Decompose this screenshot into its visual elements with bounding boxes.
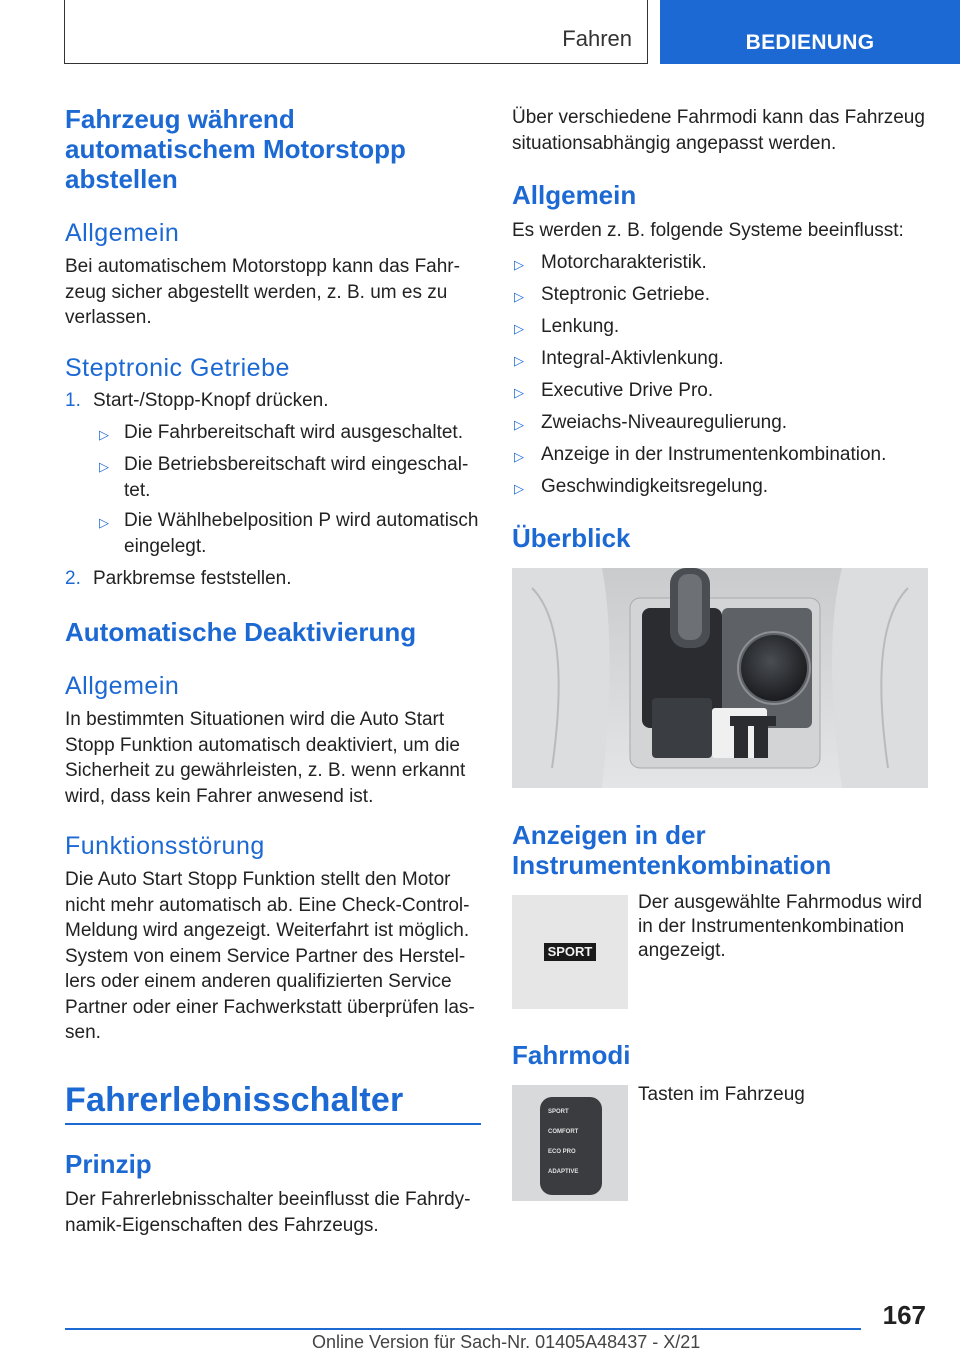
list-item: Integral-Aktivlenkung. bbox=[541, 348, 724, 369]
mode-buttons-image bbox=[512, 1085, 628, 1201]
heading-automatische-deaktivierung: Automatische Deaktivierung bbox=[65, 617, 417, 647]
page-number: 167 bbox=[882, 1300, 926, 1330]
triangle-bullet-icon: ▷ bbox=[514, 353, 524, 368]
footer-rule bbox=[65, 1328, 861, 1330]
triangle-bullet-icon: ▷ bbox=[514, 449, 524, 464]
substep-1: Die Fahrbereitschaft wird ausgeschaltet. bbox=[124, 422, 463, 443]
heading-steptronic: Steptronic Getriebe bbox=[65, 354, 290, 382]
list-item: Zweiachs-Niveauregulierung. bbox=[541, 412, 788, 433]
paragraph-systeme: Es werden z. B. folgende Systeme beeinflusst: bbox=[512, 220, 904, 241]
step-1: Start-/Stopp-Knopf drücken. bbox=[93, 390, 329, 411]
heading-funktionsstoerung: Funktionsstörung bbox=[65, 832, 265, 860]
main-title-fahrerlebnisschalter: Fahrerlebnisschalter bbox=[65, 1081, 404, 1119]
mode-button-sport: SPORT bbox=[548, 1109, 569, 1115]
step-2: Parkbremse feststellen. bbox=[93, 568, 292, 589]
heading-allgemein-right: Allgemein bbox=[512, 180, 637, 210]
paragraph-prinzip: Der Fahrerlebnisschalter beeinflusst die Fahrdy- namik-Eigenschaften des Fahrzeugs. bbox=[65, 1189, 471, 1236]
heading-allgemein-2: Allgemein bbox=[65, 672, 180, 700]
step-number-1: 1. bbox=[65, 390, 81, 411]
triangle-bullet-icon: ▷ bbox=[514, 417, 524, 432]
title-underline bbox=[65, 1123, 481, 1125]
triangle-bullet-icon: ▷ bbox=[99, 459, 109, 474]
list-item: Executive Drive Pro. bbox=[541, 380, 714, 401]
paragraph-allgemein-1: Bei automatischem Motorstopp kann das Fahr- zeug sicher abgestellt werden, z. B. um es zu verlassen. bbox=[65, 256, 460, 328]
paragraph-funktionsstoerung: Die Auto Start Stopp Funktion stellt den Motor nicht mehr automatisch ab. Eine Check-Control- Meldung wird angezeigt. Weiterfahrt ist möglich. System von einem Service Partner des Herstel- lers oder einem anderen qualifizierten Service Partner oder einer Fachwerkstatt überprüfen las- sen. bbox=[65, 869, 475, 1043]
substep-3: Die Wählhebelposition P wird automatisch eingelegt. bbox=[124, 510, 479, 557]
mode-button-adaptive: ADAPTIVE bbox=[548, 1169, 579, 1175]
heading-fahrmodi: Fahrmodi bbox=[512, 1040, 631, 1070]
list-item: Geschwindigkeitsregelung. bbox=[541, 476, 769, 497]
header-chapter: BEDIENUNG bbox=[660, 0, 960, 64]
heading-prinzip: Prinzip bbox=[65, 1149, 152, 1179]
triangle-bullet-icon: ▷ bbox=[514, 257, 524, 272]
list-item: Lenkung. bbox=[541, 316, 620, 337]
heading-anzeigen: Anzeigen in der Instrumentenkombination bbox=[512, 820, 832, 880]
heading-ueberblick: Überblick bbox=[512, 523, 631, 553]
step-number-2: 2. bbox=[65, 568, 81, 589]
footer-text: Online Version für Sach-Nr. 01405A48437 - X/21 bbox=[312, 1332, 701, 1352]
paragraph-fahrmodi: Tasten im Fahrzeug bbox=[638, 1084, 805, 1105]
substep-2: Die Betriebsbereitschaft wird eingeschal- tet. bbox=[124, 454, 469, 501]
sport-display-image bbox=[512, 895, 628, 1009]
triangle-bullet-icon: ▷ bbox=[99, 427, 109, 442]
list-item: Steptronic Getriebe. bbox=[541, 284, 710, 305]
header-section: Fahren bbox=[562, 26, 632, 51]
center-console-image bbox=[512, 568, 928, 788]
heading-allgemein-1: Allgemein bbox=[65, 219, 180, 247]
header-box bbox=[64, 0, 648, 64]
list-item: Anzeige in der Instrumentenkombination. bbox=[541, 444, 887, 465]
triangle-bullet-icon: ▷ bbox=[514, 481, 524, 496]
paragraph-anzeigen: Der ausgewählte Fahrmodus wird in der Instrumentenkombination angezeigt. bbox=[638, 892, 923, 961]
list-item: Motorcharakteristik. bbox=[541, 252, 707, 273]
section-title-motorstopp: Fahrzeug während automatischem Motorstopp abstellen bbox=[65, 104, 406, 194]
mode-button-comfort: COMFORT bbox=[548, 1129, 579, 1135]
sport-display-label: SPORT bbox=[544, 943, 596, 961]
triangle-bullet-icon: ▷ bbox=[514, 321, 524, 336]
triangle-bullet-icon: ▷ bbox=[514, 385, 524, 400]
mode-button-eco-pro: ECO PRO bbox=[548, 1149, 576, 1155]
paragraph-allgemein-2: In bestimmten Situationen wird die Auto Start Stopp Funktion automatisch deaktiviert, um die Sicherheit zu gewährleisten, z. B. wenn erkannt wird, dass kein Fahrer anwesend ist. bbox=[65, 709, 466, 807]
paragraph-intro: Über verschiedene Fahrmodi kann das Fahrzeug situationsabhängig angepasst werden. bbox=[512, 107, 925, 154]
triangle-bullet-icon: ▷ bbox=[99, 515, 109, 530]
triangle-bullet-icon: ▷ bbox=[514, 289, 524, 304]
